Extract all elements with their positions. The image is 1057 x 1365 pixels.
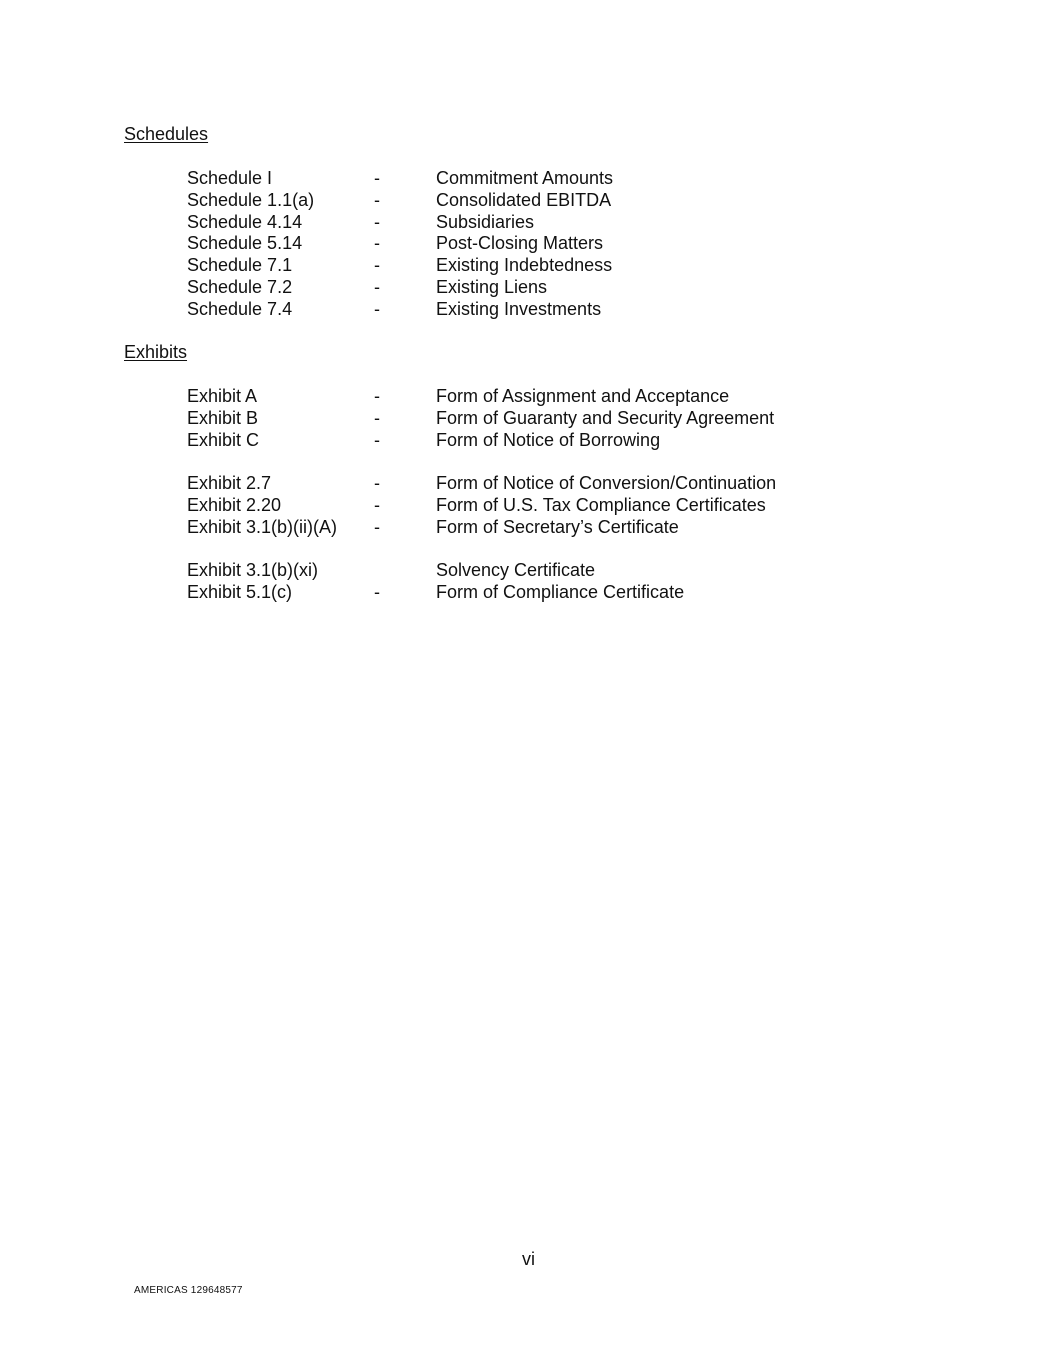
exhibit-ref: Exhibit C xyxy=(187,429,260,450)
schedule-ref: Schedule 7.1 xyxy=(187,255,293,276)
schedule-ref: Schedule 7.4 xyxy=(187,298,293,319)
exhibit-description: Form of U.S. Tax Compliance Certificates xyxy=(436,494,766,515)
page-number: vi xyxy=(522,1249,535,1269)
entry-dash: - xyxy=(374,233,380,254)
entry-dash: - xyxy=(374,407,380,428)
exhibits-heading: Exhibits xyxy=(124,342,188,362)
exhibit-description: Form of Assignment and Acceptance xyxy=(436,386,730,406)
schedule-ref: Schedule I xyxy=(187,168,273,188)
exhibit-description: Solvency Certificate xyxy=(436,560,596,581)
exhibit-ref: Exhibit A xyxy=(187,386,258,406)
schedule-description: Existing Investments xyxy=(436,298,602,319)
exhibit-description: Form of Notice of Borrowing xyxy=(436,429,661,450)
exhibit-description: Form of Guaranty and Security Agreement xyxy=(436,407,775,428)
entry-dash: - xyxy=(374,386,380,406)
schedule-ref: Schedule 5.14 xyxy=(187,233,303,254)
schedule-ref: Schedule 4.14 xyxy=(187,211,303,232)
schedules-heading: Schedules xyxy=(124,124,209,144)
exhibit-ref: Exhibit B xyxy=(187,407,259,428)
entry-dash: - xyxy=(374,516,380,537)
schedule-description: Subsidiaries xyxy=(436,211,535,232)
entry-dash: - xyxy=(374,298,380,319)
exhibit-ref: Exhibit 5.1(c) xyxy=(187,582,293,603)
exhibit-ref: Exhibit 2.7 xyxy=(187,473,272,494)
schedule-description: Commitment Amounts xyxy=(436,168,614,188)
entry-dash: - xyxy=(374,582,380,603)
document-id: AMERICAS 129648577 xyxy=(134,1285,243,1296)
exhibit-ref: Exhibit 3.1(b)(ii)(A) xyxy=(187,516,338,537)
entry-dash: - xyxy=(374,189,380,210)
exhibit-ref: Exhibit 3.1(b)(xi) xyxy=(187,560,319,581)
entry-dash: - xyxy=(374,168,380,188)
exhibit-description: Form of Secretary’s Certificate xyxy=(436,516,679,537)
schedule-description: Existing Liens xyxy=(436,276,548,297)
schedule-description: Post-Closing Matters xyxy=(436,233,604,254)
schedule-description: Existing Indebtedness xyxy=(436,255,613,276)
entry-dash: - xyxy=(374,255,380,276)
entry-dash: - xyxy=(374,429,380,450)
entry-dash: - xyxy=(374,473,380,494)
exhibit-ref: Exhibit 2.20 xyxy=(187,494,282,515)
schedule-ref: Schedule 1.1(a) xyxy=(187,189,315,210)
schedule-ref: Schedule 7.2 xyxy=(187,276,293,297)
exhibit-description: Form of Notice of Conversion/Continuation xyxy=(436,473,777,494)
schedule-description: Consolidated EBITDA xyxy=(436,189,612,210)
entry-dash: - xyxy=(374,211,380,232)
exhibit-description: Form of Compliance Certificate xyxy=(436,582,685,603)
entry-dash: - xyxy=(374,276,380,297)
entry-dash: - xyxy=(374,494,380,515)
